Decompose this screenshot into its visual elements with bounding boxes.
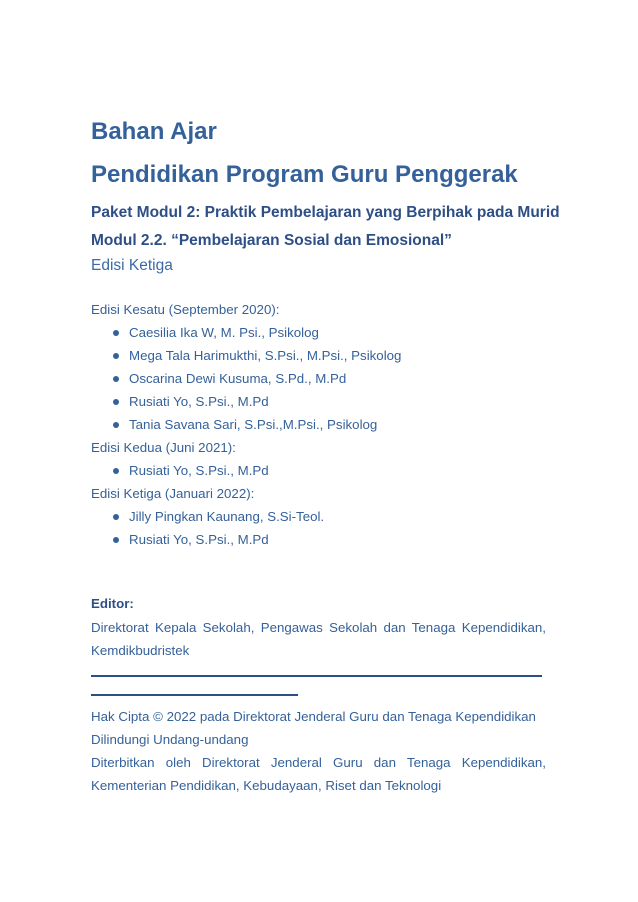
- title-line-1: Bahan Ajar: [91, 118, 217, 145]
- author-group: [91, 300, 546, 438]
- publisher-line: Diterbitkan oleh Direktorat Jenderal Guru dan Tenaga Kependidikan, Kementerian Pendidikan, Kebudayaan, Riset dan Teknologi: [91, 755, 546, 793]
- author-item: Rusiati Yo, S.Psi., M.Pd: [91, 530, 546, 553]
- author-item: Tania Savana Sari, S.Psi.,M.Psi., Psikolog: [91, 415, 546, 438]
- package-title: Paket Modul 2: Praktik Pembelajaran yang Berpihak pada Murid: [91, 204, 560, 221]
- author-bullets: [91, 323, 546, 438]
- author-group-label: Edisi Kedua (Juni 2021):: [91, 440, 236, 455]
- author-group-label: Edisi Kesatu (September 2020):: [91, 302, 280, 317]
- divider-short: [91, 694, 298, 696]
- author-group: [91, 438, 546, 484]
- author-item: Rusiati Yo, S.Psi., M.Pd: [91, 392, 546, 415]
- author-item: Jilly Pingkan Kaunang, S.Si-Teol.: [91, 507, 546, 530]
- edition-label: Edisi Ketiga: [91, 257, 173, 274]
- divider-long: [91, 675, 542, 677]
- copyright-line: Hak Cipta © 2022 pada Direktorat Jenderal Guru dan Tenaga Kependidikan: [91, 709, 536, 724]
- protected-line: Dilindungi Undang-undang: [91, 732, 249, 747]
- copyright-footer: [91, 705, 546, 797]
- module-title: Modul 2.2. “Pembelajaran Sosial dan Emosional”: [91, 232, 452, 249]
- author-group: [91, 484, 546, 553]
- editor-text: Direktorat Kepala Sekolah, Pengawas Sekolah dan Tenaga Kependidikan, Kemdikbudristek: [91, 620, 546, 658]
- title-line-2: Pendidikan Program Guru Penggerak: [91, 161, 518, 188]
- author-item: Oscarina Dewi Kusuma, S.Pd., M.Pd: [91, 369, 546, 392]
- author-bullets: [91, 461, 546, 484]
- editor-label: Editor:: [91, 596, 134, 611]
- author-list: [91, 300, 546, 553]
- author-group-label: Edisi Ketiga (Januari 2022):: [91, 486, 255, 501]
- author-item: Mega Tala Harimukthi, S.Psi., M.Psi., Psikolog: [91, 346, 546, 369]
- author-item: Caesilia Ika W, M. Psi., Psikolog: [91, 323, 546, 346]
- author-item: Rusiati Yo, S.Psi., M.Pd: [91, 461, 546, 484]
- author-bullets: [91, 507, 546, 553]
